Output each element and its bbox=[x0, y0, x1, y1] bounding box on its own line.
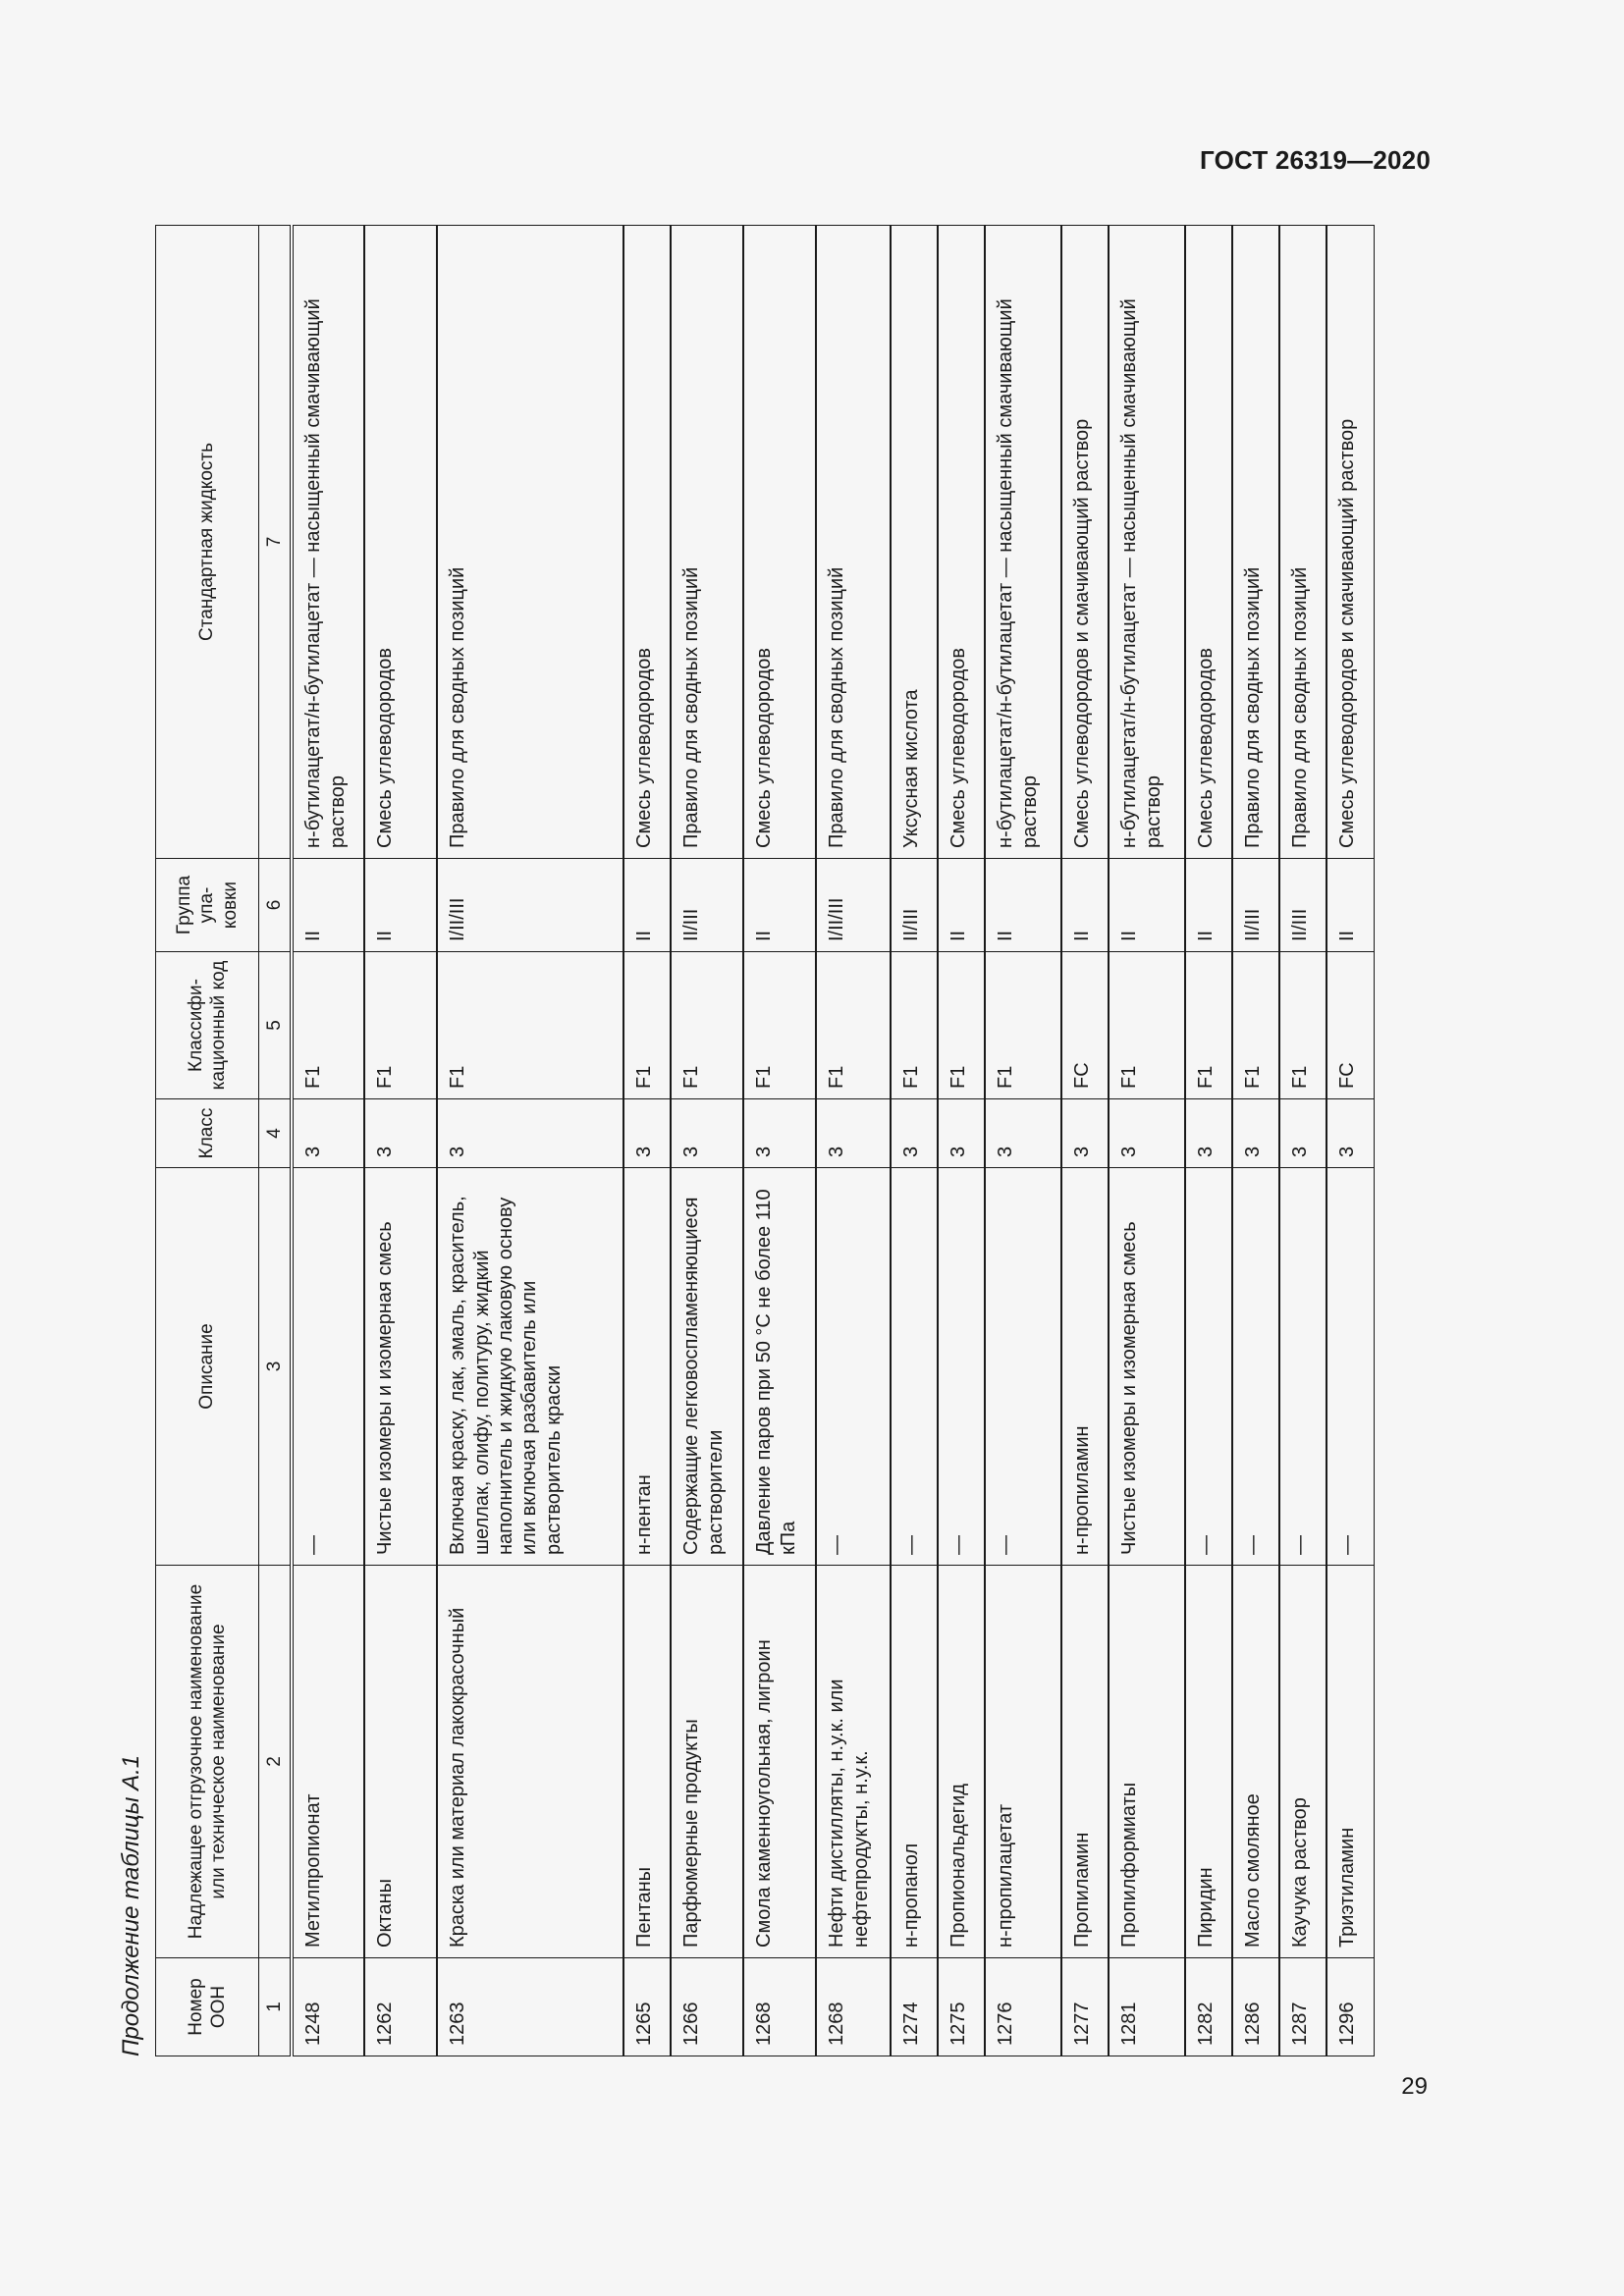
liquid-cell: Смесь углеводородов bbox=[364, 226, 437, 859]
class-cell: 3 bbox=[743, 1099, 816, 1168]
code-cell: F1 bbox=[985, 952, 1061, 1099]
name-cell: Пропиональдегид bbox=[938, 1566, 985, 1958]
class-cell: 3 bbox=[1109, 1099, 1185, 1168]
table-row bbox=[816, 226, 891, 2056]
table-row bbox=[437, 226, 623, 2056]
page-number: 29 bbox=[1401, 2073, 1428, 2100]
code-cell: FC bbox=[1326, 952, 1374, 1099]
code-cell: F1 bbox=[1232, 952, 1279, 1099]
table-row bbox=[743, 226, 816, 2056]
group-cell: II bbox=[1326, 859, 1374, 952]
group-cell: II bbox=[1061, 859, 1109, 952]
liquid-cell: н-бутилацетат/н-бутилацетат — насыщенный смачивающий раствор bbox=[1109, 226, 1185, 859]
column-number: 6 bbox=[259, 859, 293, 952]
group-cell: I/II/III bbox=[437, 859, 623, 952]
name-cell: Нефти дистилляты, н.у.к. или нефтепродукты, н.у.к. bbox=[816, 1566, 891, 1958]
group-cell: II bbox=[1109, 859, 1185, 952]
description-cell: Давление паров при 50 °С не более 110 кПа bbox=[743, 1168, 816, 1566]
column-header: Группа упа-ковки bbox=[156, 859, 259, 952]
table-row bbox=[1185, 226, 1232, 2056]
description-cell: н-пропиламин bbox=[1061, 1168, 1109, 1566]
description-cell: — bbox=[292, 1168, 364, 1566]
table-row bbox=[1232, 226, 1279, 2056]
class-cell: 3 bbox=[1061, 1099, 1109, 1168]
code-cell: F1 bbox=[743, 952, 816, 1099]
table-row bbox=[671, 226, 743, 2056]
table-row bbox=[985, 226, 1061, 2056]
class-cell: 3 bbox=[985, 1099, 1061, 1168]
column-number: 7 bbox=[259, 226, 293, 859]
name-cell: Октаны bbox=[364, 1566, 437, 1958]
column-number: 3 bbox=[259, 1168, 293, 1566]
code-cell: F1 bbox=[938, 952, 985, 1099]
table-row bbox=[1326, 226, 1374, 2056]
liquid-cell: Правило для сводных позиций bbox=[1232, 226, 1279, 859]
name-cell: Каучука раствор bbox=[1279, 1566, 1326, 1958]
column-header: Номер ООН bbox=[156, 1958, 259, 2056]
code-cell: F1 bbox=[437, 952, 623, 1099]
un-number-cell: 1296 bbox=[1326, 1958, 1374, 2056]
liquid-cell: Смесь углеводородов и смачивающий раствор bbox=[1326, 226, 1374, 859]
group-cell: II bbox=[985, 859, 1061, 952]
column-number: 4 bbox=[259, 1099, 293, 1168]
class-cell: 3 bbox=[437, 1099, 623, 1168]
name-cell: н-пропилацетат bbox=[985, 1566, 1061, 1958]
liquid-cell: Смесь углеводородов bbox=[938, 226, 985, 859]
class-cell: 3 bbox=[623, 1099, 671, 1168]
table-row bbox=[623, 226, 671, 2056]
un-number-cell: 1265 bbox=[623, 1958, 671, 2056]
un-table bbox=[155, 225, 1375, 2056]
column-header: Классифи-кационный код bbox=[156, 952, 259, 1099]
group-cell: II bbox=[623, 859, 671, 952]
class-cell: 3 bbox=[1279, 1099, 1326, 1168]
un-number-cell: 1268 bbox=[816, 1958, 891, 2056]
class-cell: 3 bbox=[891, 1099, 938, 1168]
description-cell: — bbox=[938, 1168, 985, 1566]
un-number-cell: 1262 bbox=[364, 1958, 437, 2056]
group-cell: II bbox=[292, 859, 364, 952]
un-number-cell: 1286 bbox=[1232, 1958, 1279, 2056]
column-number-row bbox=[259, 226, 293, 2056]
description-cell: — bbox=[1185, 1168, 1232, 1566]
liquid-cell: Правило для сводных позиций bbox=[437, 226, 623, 859]
code-cell: F1 bbox=[816, 952, 891, 1099]
description-cell: Чистые изомеры и изомерная смесь bbox=[364, 1168, 437, 1566]
un-number-cell: 1274 bbox=[891, 1958, 938, 2056]
liquid-cell: Правило для сводных позиций bbox=[671, 226, 743, 859]
name-cell: Метилпропионат bbox=[292, 1566, 364, 1958]
table-row bbox=[292, 226, 364, 2056]
description-cell: — bbox=[816, 1168, 891, 1566]
description-cell: — bbox=[985, 1168, 1061, 1566]
column-number: 5 bbox=[259, 952, 293, 1099]
class-cell: 3 bbox=[1232, 1099, 1279, 1168]
liquid-cell: Правило для сводных позиций bbox=[1279, 226, 1326, 859]
liquid-cell: н-бутилацетат/н-бутилацетат — насыщенный смачивающий раствор bbox=[292, 226, 364, 859]
code-cell: FC bbox=[1061, 952, 1109, 1099]
name-cell: Триэтиламин bbox=[1326, 1566, 1374, 1958]
description-cell: — bbox=[1232, 1168, 1279, 1566]
table-caption: Продолжение таблицы А.1 bbox=[118, 1754, 144, 2056]
name-cell: Краска или материал лакокрасочный bbox=[437, 1566, 623, 1958]
class-cell: 3 bbox=[816, 1099, 891, 1168]
table-header-row bbox=[156, 226, 259, 2056]
group-cell: II bbox=[743, 859, 816, 952]
table-row bbox=[364, 226, 437, 2056]
un-number-cell: 1263 bbox=[437, 1958, 623, 2056]
un-number-cell: 1266 bbox=[671, 1958, 743, 2056]
un-number-cell: 1248 bbox=[292, 1958, 364, 2056]
column-header: Описание bbox=[156, 1168, 259, 1566]
description-cell: н-пентан bbox=[623, 1168, 671, 1566]
group-cell: II bbox=[938, 859, 985, 952]
rotated-table-block bbox=[108, 226, 1426, 2056]
un-number-cell: 1282 bbox=[1185, 1958, 1232, 2056]
code-cell: F1 bbox=[623, 952, 671, 1099]
description-cell: — bbox=[1279, 1168, 1326, 1566]
code-cell: F1 bbox=[891, 952, 938, 1099]
name-cell: Пропилформиаты bbox=[1109, 1566, 1185, 1958]
code-cell: F1 bbox=[1109, 952, 1185, 1099]
document-code: ГОСТ 26319—2020 bbox=[1200, 145, 1431, 175]
liquid-cell: н-бутилацетат/н-бутилацетат — насыщенный смачивающий раствор bbox=[985, 226, 1061, 859]
un-number-cell: 1287 bbox=[1279, 1958, 1326, 2056]
table-row bbox=[891, 226, 938, 2056]
un-number-cell: 1275 bbox=[938, 1958, 985, 2056]
code-cell: F1 bbox=[671, 952, 743, 1099]
description-cell: Чистые изомеры и изомерная смесь bbox=[1109, 1168, 1185, 1566]
table-row bbox=[1109, 226, 1185, 2056]
table-row bbox=[938, 226, 985, 2056]
description-cell: — bbox=[1326, 1168, 1374, 1566]
description-cell: Включая краску, лак, эмаль, краситель, шеллак, олифу, политуру, жидкий наполнитель и жидкую лаковую основу или включая разбавитель или растворитель краски bbox=[437, 1168, 623, 1566]
un-number-cell: 1281 bbox=[1109, 1958, 1185, 2056]
liquid-cell: Уксусная кислота bbox=[891, 226, 938, 859]
group-cell: II bbox=[1185, 859, 1232, 952]
class-cell: 3 bbox=[938, 1099, 985, 1168]
class-cell: 3 bbox=[1185, 1099, 1232, 1168]
class-cell: 3 bbox=[292, 1099, 364, 1168]
class-cell: 3 bbox=[1326, 1099, 1374, 1168]
code-cell: F1 bbox=[292, 952, 364, 1099]
group-cell: II/III bbox=[1232, 859, 1279, 952]
column-number: 1 bbox=[259, 1958, 293, 2056]
group-cell: II/III bbox=[1279, 859, 1326, 952]
group-cell: II bbox=[364, 859, 437, 952]
name-cell: н-пропанол bbox=[891, 1566, 938, 1958]
column-header: Надлежащее отгрузочное наименование или техническое наименование bbox=[156, 1566, 259, 1958]
liquid-cell: Смесь углеводородов bbox=[623, 226, 671, 859]
class-cell: 3 bbox=[671, 1099, 743, 1168]
description-cell: — bbox=[891, 1168, 938, 1566]
description-cell: Содержащие легковоспламеняющиеся растворители bbox=[671, 1168, 743, 1566]
liquid-cell: Правило для сводных позиций bbox=[816, 226, 891, 859]
code-cell: F1 bbox=[364, 952, 437, 1099]
un-number-cell: 1268 bbox=[743, 1958, 816, 2056]
table-row bbox=[1061, 226, 1109, 2056]
name-cell: Парфюмерные продукты bbox=[671, 1566, 743, 1958]
un-number-cell: 1277 bbox=[1061, 1958, 1109, 2056]
liquid-cell: Смесь углеводородов bbox=[1185, 226, 1232, 859]
group-cell: I/II/III bbox=[816, 859, 891, 952]
column-number: 2 bbox=[259, 1566, 293, 1958]
name-cell: Пентаны bbox=[623, 1566, 671, 1958]
name-cell: Пиридин bbox=[1185, 1566, 1232, 1958]
table-row bbox=[1279, 226, 1326, 2056]
liquid-cell: Смесь углеводородов и смачивающий раствор bbox=[1061, 226, 1109, 859]
column-header: Стандартная жидкость bbox=[156, 226, 259, 859]
group-cell: II/III bbox=[891, 859, 938, 952]
liquid-cell: Смесь углеводородов bbox=[743, 226, 816, 859]
class-cell: 3 bbox=[364, 1099, 437, 1168]
name-cell: Масло смоляное bbox=[1232, 1566, 1279, 1958]
un-number-cell: 1276 bbox=[985, 1958, 1061, 2056]
code-cell: F1 bbox=[1279, 952, 1326, 1099]
code-cell: F1 bbox=[1185, 952, 1232, 1099]
group-cell: II/III bbox=[671, 859, 743, 952]
name-cell: Пропиламин bbox=[1061, 1566, 1109, 1958]
column-header: Класс bbox=[156, 1099, 259, 1168]
name-cell: Смола каменноугольная, лигроин bbox=[743, 1566, 816, 1958]
